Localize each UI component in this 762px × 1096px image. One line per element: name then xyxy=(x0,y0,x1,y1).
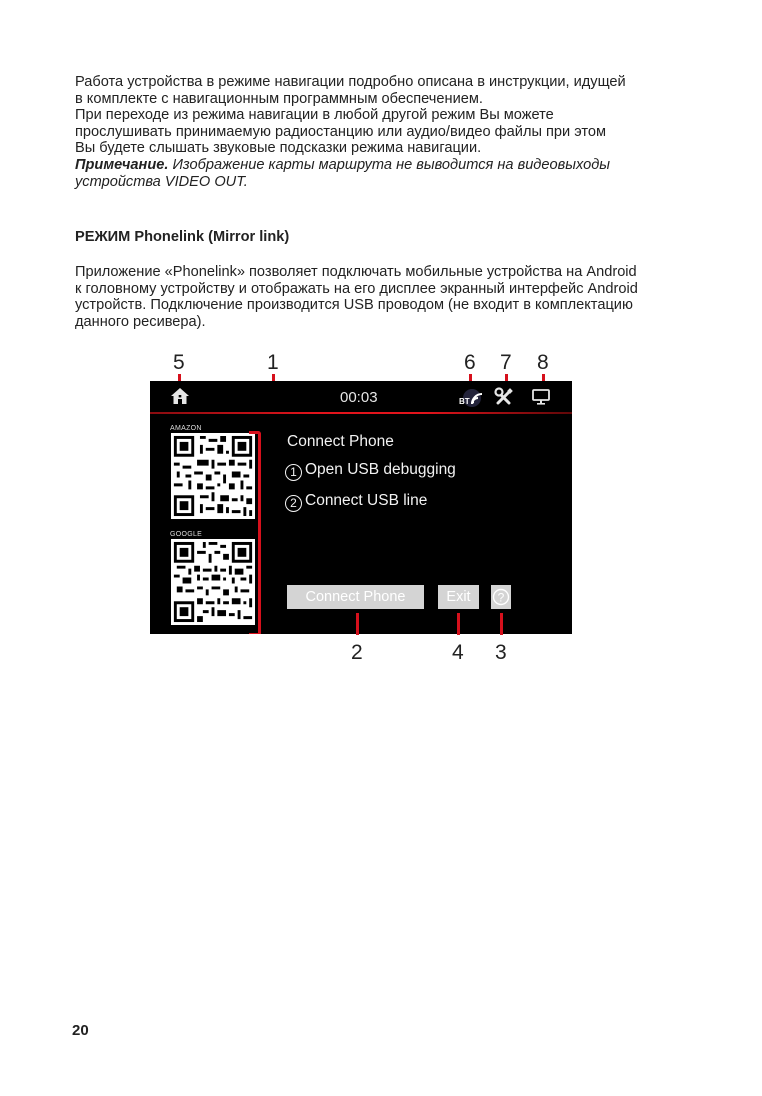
callout-2: 2 xyxy=(351,641,363,664)
intro-line-5: Вы будете слышать звуковые подсказки режима навигации. xyxy=(75,140,482,157)
qr-code-google[interactable] xyxy=(171,539,255,625)
note-label: Примечание. xyxy=(75,156,169,173)
callout-5: 5 xyxy=(173,351,185,374)
callout-4-tick xyxy=(457,613,460,635)
callout-1: 1 xyxy=(267,351,279,374)
settings-tools-icon[interactable] xyxy=(494,387,514,412)
note-text-1: Изображение карты маршрута не выводится на видеовыходы xyxy=(172,156,611,173)
device-screen xyxy=(150,381,572,634)
intro-paragraph xyxy=(75,74,715,190)
home-icon[interactable] xyxy=(170,387,190,410)
clock: 00:03 xyxy=(340,389,378,406)
connect-phone-title: Connect Phone xyxy=(287,433,394,450)
qr-code-amazon[interactable] xyxy=(171,433,255,519)
help-glyph: ? xyxy=(497,590,505,605)
callout-4: 4 xyxy=(452,641,464,664)
qr-google-pattern xyxy=(171,539,255,625)
status-bar xyxy=(150,381,572,413)
desc-line-3: устройств. Подключение производится USB проводом (не входит в комплектацию xyxy=(75,297,633,314)
step-1-number: 1 xyxy=(285,464,302,481)
step-2-number: 2 xyxy=(285,495,302,512)
step-1 xyxy=(285,461,456,481)
page-number: 20 xyxy=(72,1022,89,1039)
step-1-text: Open USB debugging xyxy=(305,461,456,478)
intro-line-3: При переходе из режима навигации в любой другой режим Вы можете xyxy=(75,107,554,124)
help-button[interactable] xyxy=(491,585,511,609)
callout-7: 7 xyxy=(500,351,512,374)
note-line-2: устройства VIDEO OUT. xyxy=(75,173,248,190)
desc-line-2: к головному устройству и отображать на его дисплее экранный интерфейс Android xyxy=(75,280,638,297)
step-2-text: Connect USB line xyxy=(305,492,428,509)
qr-bracket xyxy=(249,431,261,634)
section-heading: РЕЖИМ Phonelink (Mirror link) xyxy=(75,229,290,245)
qr-google-label: GOOGLE xyxy=(170,531,203,538)
note-line-1 xyxy=(75,157,715,174)
exit-button[interactable]: Exit xyxy=(438,585,479,609)
description-paragraph xyxy=(75,264,715,330)
callout-8: 8 xyxy=(537,351,549,374)
help-icon xyxy=(491,585,511,609)
callout-3: 3 xyxy=(495,641,507,664)
callout-3-tick xyxy=(500,613,503,635)
display-icon[interactable] xyxy=(531,388,551,411)
bluetooth-label: BT xyxy=(459,397,470,406)
step-2 xyxy=(285,492,427,512)
connect-phone-button[interactable]: Connect Phone xyxy=(287,585,424,609)
callout-2-tick xyxy=(356,613,359,635)
intro-line-2: в комплекте с навигационным программным обеспечением. xyxy=(75,90,483,107)
qr-amazon-pattern xyxy=(171,433,255,519)
desc-line-1: Приложение «Phonelink» позволяет подключать мобильные устройства на Android xyxy=(75,264,637,280)
intro-line-1: Работа устройства в режиме навигации подробно описана в инструкции, идущей xyxy=(75,74,626,90)
callout-6: 6 xyxy=(464,351,476,374)
qr-amazon-label: AMAZON xyxy=(170,425,202,432)
bluetooth-icon[interactable] xyxy=(455,389,489,412)
status-bar-divider xyxy=(150,412,572,414)
intro-line-4: прослушивать принимаемую радиостанцию или аудио/видео файлы при этом xyxy=(75,123,607,140)
desc-line-4: данного ресивера). xyxy=(75,313,206,330)
